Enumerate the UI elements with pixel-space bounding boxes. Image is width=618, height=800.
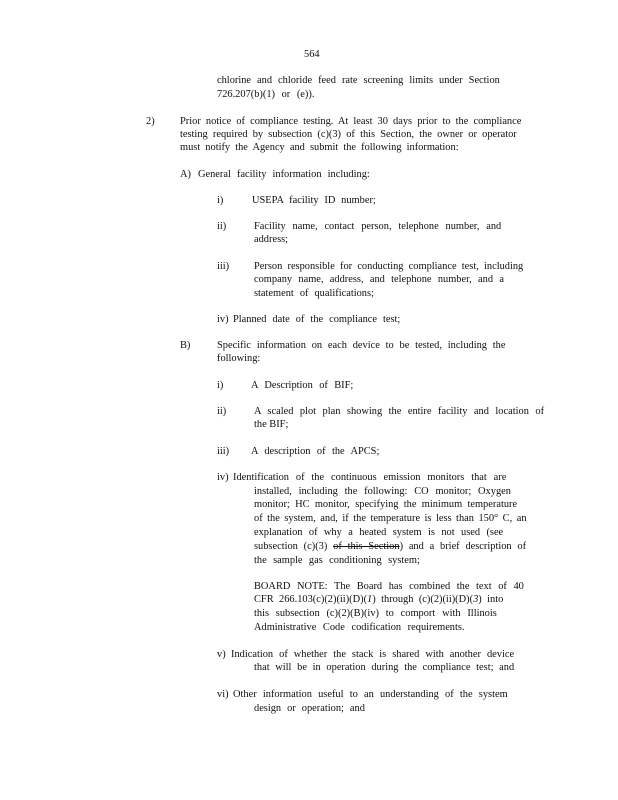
A-iii-line-3: statement of qualifications; <box>254 288 374 299</box>
A-ii-label: ii) <box>217 221 227 232</box>
B-iv-line-6-start: subsection (c)(3) <box>254 541 328 552</box>
B-ii-line-1: A scaled plot plan showing the entire facility and location of <box>254 406 545 417</box>
B-iv-label: iv) <box>217 472 229 483</box>
B-iv-line-5: explanation of why a heated system is not used (see <box>254 527 504 538</box>
board-note-line-2-b: ) through (c)(2)(ii)(D)( <box>372 594 474 605</box>
B-v-line-1: Indication of whether the stack is shared with another device <box>231 649 515 660</box>
subitem-B-label: B) <box>180 340 191 351</box>
board-note-line-2-italic-2: 3 <box>473 594 479 605</box>
A-i-text: USEPA facility ID number; <box>252 195 376 206</box>
board-note-line-1: BOARD NOTE: The Board has combined the text of 40 <box>254 581 524 592</box>
B-v-line-2: that will be in operation during the compliance test; and <box>254 662 515 673</box>
A-iii-label: iii) <box>217 261 230 272</box>
B-iv-line-4: of the system, and, if the temperature is less than 150° C, an <box>254 513 527 524</box>
B-v-label: v) <box>217 649 226 660</box>
page-number: 564 <box>304 49 320 60</box>
B-iii-label: iii) <box>217 446 230 457</box>
B-ii-line-2: the BIF; <box>254 419 289 430</box>
A-ii-line-1: Facility name, contact person, telephone number, and <box>254 221 502 232</box>
intro-line-1: chlorine and chloride feed rate screening limits under Section <box>217 75 500 86</box>
item-2-line-1: Prior notice of compliance testing. At least 30 days prior to the compliance <box>180 116 522 127</box>
B-iv-line-3: monitor; HC monitor, specifying the minimum temperature <box>254 499 518 510</box>
B-iv-line-1: Identification of the continuous emission monitors that are <box>233 472 507 483</box>
board-note-line-4: Administrative Code codification requirements. <box>254 622 465 633</box>
A-ii-line-2: address; <box>254 234 289 245</box>
B-vi-line-2: design or operation; and <box>254 703 365 714</box>
item-2-line-2: testing required by subsection (c)(3) of this Section, the owner or operator <box>180 129 517 140</box>
B-iv-line-7: the sample gas conditioning system; <box>254 555 420 566</box>
intro-line-2: 726.207(b)(1) or (e)). <box>217 89 315 100</box>
board-note-line-2-c: ) into <box>478 594 504 605</box>
B-iii-text: A description of the APCS; <box>251 446 380 457</box>
item-2-label: 2) <box>146 116 155 127</box>
A-iv-label: iv) <box>217 314 229 325</box>
B-iv-line-6 <box>254 540 526 553</box>
board-note-line-2-a: CFR 266.103(c)(2)(ii)(D)( <box>254 594 368 605</box>
B-i-text: A Description of BIF; <box>251 380 354 391</box>
subitem-B-line-1: Specific information on each device to be tested, including the <box>217 340 506 351</box>
B-iv-line-2: installed, including the following: CO monitor; Oxygen <box>254 486 511 497</box>
A-iii-line-2: company name, address, and telephone number, and a <box>254 274 504 285</box>
deleted-text: of this Section <box>333 541 400 552</box>
board-note-line-3: this subsection (c)(2)(B)(iv) to comport with Illinois <box>254 608 497 619</box>
A-iii-line-1: Person responsible for conducting compliance test, including <box>254 261 524 272</box>
B-vi-label: vi) <box>217 689 229 700</box>
board-note-line-2-italic-1: 1 <box>367 594 373 605</box>
A-iv-text: Planned date of the compliance test; <box>233 314 401 325</box>
subitem-A-label: A) <box>180 169 191 180</box>
A-i-label: i) <box>217 195 224 206</box>
item-2-line-3: must notify the Agency and submit the following information: <box>180 142 459 153</box>
subitem-B-line-2: following: <box>217 353 261 364</box>
B-ii-label: ii) <box>217 406 227 417</box>
B-vi-line-1: Other information useful to an understanding of the system <box>233 689 508 700</box>
B-iv-line-6-end: ) and a brief description of <box>399 541 527 552</box>
subitem-A-text: General facility information including: <box>198 169 370 180</box>
board-note-line-2 <box>254 593 503 606</box>
B-i-label: i) <box>217 380 224 391</box>
